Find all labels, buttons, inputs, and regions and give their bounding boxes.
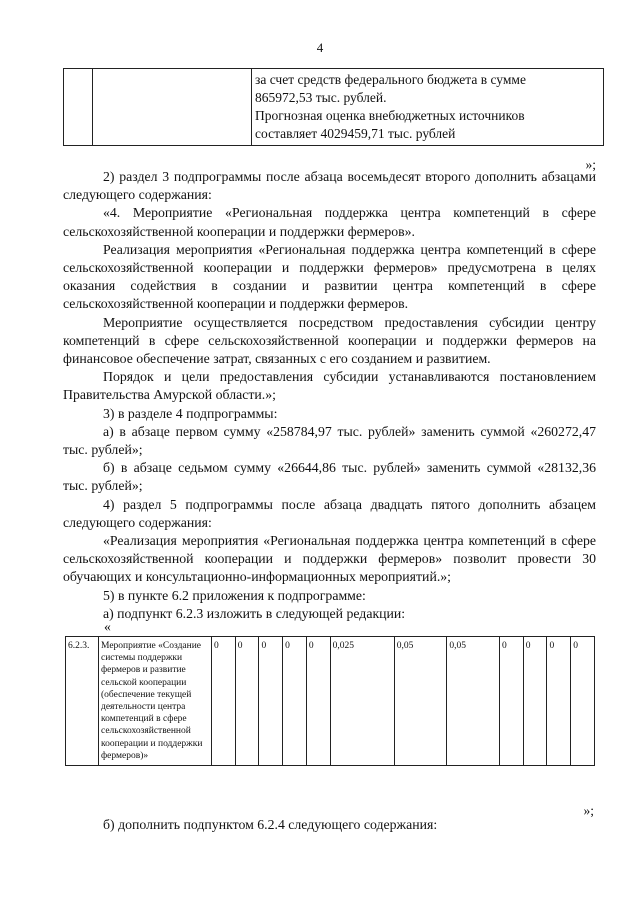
paragraph: 5) в пункте 6.2 приложения к подпрограмме:: [103, 587, 366, 603]
table-cell-empty: [93, 69, 252, 146]
subpoint-6-2-3-table: [65, 636, 595, 766]
closing-quote: »;: [583, 803, 594, 818]
paragraph: «Реализация мероприятия «Региональная поддержка центра компетенций в сфере сельскохозяйственной кооперации и поддержки фермеров» позволит провести 30 обучающих и консультационно-информационных мероприятий.»;: [63, 533, 596, 585]
paragraph: Порядок и цели предоставления субсидии устанавливаются постановлением Правительства Амурской области.»;: [63, 369, 596, 403]
document-body: [63, 168, 596, 623]
value-cell: 0: [571, 637, 595, 766]
value-cell: 0: [259, 637, 283, 766]
paragraph: а) подпункт 6.2.3 изложить в следующей редакции:: [103, 605, 406, 621]
paragraph: 4) раздел 5 подпрограммы после абзаца двадцать пятого дополнить абзацем следующего содержания:: [63, 496, 596, 530]
table-cell-empty: [64, 69, 93, 146]
paragraph: а) в абзаце первом сумму «258784,97 тыс. рублей» заменить суммой «260272,47 тыс. рублей»;: [63, 423, 596, 458]
funding-text-cell: [252, 69, 604, 146]
value-cell: 0: [212, 637, 236, 766]
paragraph: Мероприятие осуществляется посредством предоставления субсидии центру компетенций в сфере сельскохозяйственной кооперации и поддержки фермеров на финансовое обеспечение затрат, связанных с его созданием и развитием.: [63, 314, 596, 367]
value-cell: 0: [283, 637, 307, 766]
row-name: Мероприятие «Создание системы поддержки фермеров и развитие сельской кооперации (обеспечение текущей деятельности центра компетенций в сфере сельскохозяйственной кооперации и поддержки фермеров)»: [99, 637, 212, 766]
paragraph: «4. Мероприятие «Региональная поддержка центра компетенций в сфере сельскохозяйственной кооперации и поддержки фермеров».: [63, 205, 596, 239]
value-cell: 0: [547, 637, 571, 766]
value-cell: 0,025: [330, 637, 394, 766]
opening-quote: «: [104, 619, 111, 634]
paragraph: б) в абзаце седьмом сумму «26644,86 тыс. рублей» заменить суммой «28132,36 тыс. рублей»;: [63, 460, 596, 494]
paragraph: 2) раздел 3 подпрограммы после абзаца восемьдесят второго дополнить абзацами следующего содержания:: [63, 169, 596, 203]
paragraph: б) дополнить подпунктом 6.2.4 следующего содержания:: [103, 817, 438, 832]
paragraph: 3) в разделе 4 подпрограммы:: [103, 405, 278, 421]
paragraph: Реализация мероприятия «Региональная поддержка центра компетенций в сфере сельскохозяйственной кооперации и поддержки фермеров» предусмотрена в целях оказания содействия в создании и развитии центра компетенций в сфере сельскохозяйственной кооперации и поддержки фермеров.: [63, 241, 596, 312]
value-cell: 0: [306, 637, 330, 766]
text-line: составляет 4029459,71 тыс. рублей: [255, 126, 456, 141]
text-line: за счет средств федерального бюджета в сумме: [255, 72, 526, 87]
table-row: [64, 69, 604, 146]
row-code: 6.2.3.: [66, 637, 99, 766]
value-cell: 0: [500, 637, 524, 766]
value-cell: 0: [235, 637, 259, 766]
continuation-table: [63, 68, 604, 146]
text-line: 865972,53 тыс. рублей.: [255, 90, 387, 105]
value-cell: 0: [523, 637, 547, 766]
table-row: [66, 637, 595, 766]
value-cell: 0,05: [447, 637, 500, 766]
closing-quote: »;: [585, 157, 596, 172]
page-number: 4: [316, 40, 324, 55]
text-line: Прогнозная оценка внебюджетных источников: [255, 108, 525, 123]
value-cell: 0,05: [394, 637, 447, 766]
